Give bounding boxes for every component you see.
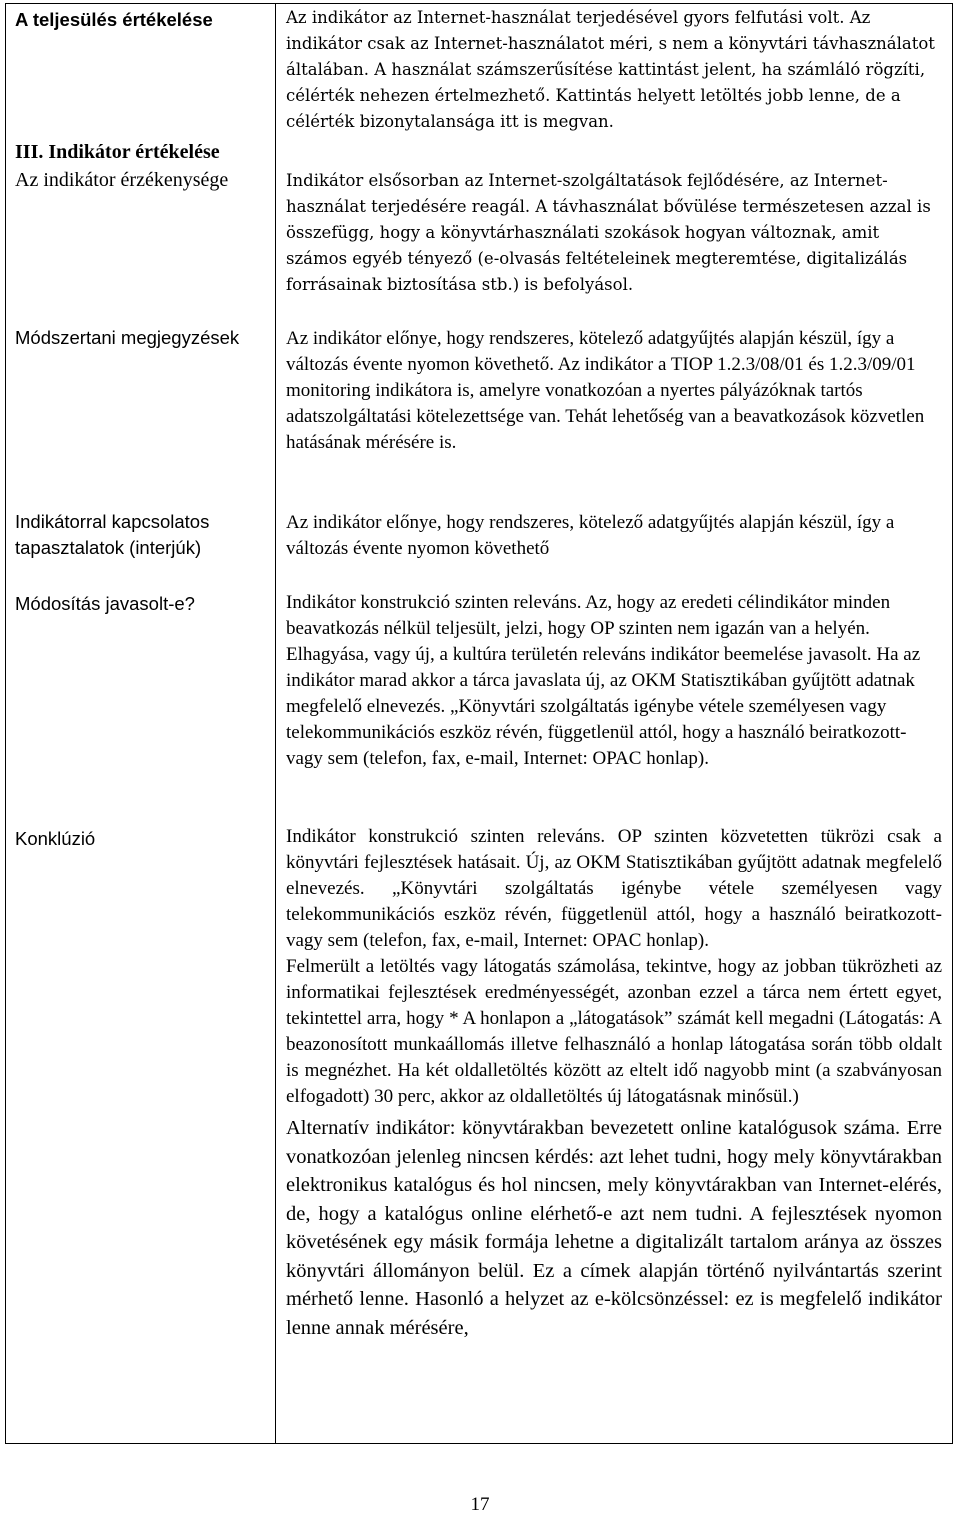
konkluzio-paragraph-1: Indikátor konstrukció szinten releváns. OP szinten közvetetten tükrözi csak a könyvtári fejlesztések hatásait. Új, az OKM Statisztikában gyűjtött adatnak megfelelő elnevezés. „Könyvtári szolgáltatás igénybe vétele személyesen vagy telekommunikációs eszköz révén, függetlenül attól, hogy a használó beiratkozott- vagy sem (telefon, fax, e-mail, Internet: OPAC honlap). bbox=[286, 826, 942, 951]
label-modositas: Módosítás javasolt-e? bbox=[15, 593, 195, 614]
label-teljesules: A teljesülés értékelése bbox=[15, 9, 213, 30]
content-column bbox=[276, 4, 953, 1444]
label-konkluzio: Konklúzió bbox=[15, 828, 96, 849]
label-tapasztalatok: Indikátorral kapcsolatos tapasztalatok (interjúk) bbox=[15, 511, 210, 558]
konkluzio-paragraph-2: Felmerült a letöltés vagy látogatás számolása, tekintve, hogy az jobban tükrözheti az informatikai fejlesztések eredményességét, azonban ezzel a tárca nem értett egyet, tekintettel arra, hogy * A honlapon a „látogatások” számát kell megadni (Látogatás: A beazonosított munkaállomás illetve felhasználó a honlap látogatása során több oldalt is megnézhet. Ha két oldalletöltés között az eltelt idő nagyobb mint (a szabványosan elfogadott) 30 perc, akkor az oldalletöltés új látogatásnak minősül.) bbox=[286, 956, 942, 1107]
text-tapasztalatok: Az indikátor előnye, hogy rendszeres, kötelező adatgyűjtés alapján készül, így a változás évente nyomon követhető bbox=[286, 512, 895, 559]
label-modszertani: Módszertani megjegyzések bbox=[15, 327, 240, 348]
text-teljesules: Az indikátor az Internet-használat terjedésével gyors felfutási volt. Az indikátor csak az Internet-használatot méri, s nem a könyvtári távhasználatot általában. A használat számszerűsítése kattintást jelent, ha számláló rögzíti, célérték nehezen értelmezhető. Kattintás helyett letöltés jobb lenne, de a célérték bizonytalansága itt is megvan. bbox=[286, 8, 935, 131]
table-row bbox=[6, 4, 953, 1444]
label-column bbox=[6, 4, 276, 1444]
text-erzekenyseg: Indikátor elsősorban az Internet-szolgáltatások fejlődésére, az Internet-használat terjedésére reagál. A távhasználat bővülése természetesen azzal is összefügg, hogy a könyvtárhasználati szokások hogyan változnak, amit számos egyéb tényező (e-olvasás feltételeinek megteremtése, digitalizálás forrásainak biztosítása stb.) is befolyásol. bbox=[286, 171, 931, 294]
label-erzekenyseg: Az indikátor érzékenysége bbox=[15, 169, 229, 191]
text-modszertani: Az indikátor előnye, hogy rendszeres, kötelező adatgyűjtés alapján készül, így a változás évente nyomon követhető. Az indikátor a TIOP 1.2.3/08/01 és 1.2.3/09/01 monitoring indikátora is, amelyre vonatkozóan a nyertes pályázóknak tartós adatszolgáltatási kötelezettsége van. Tehát lehetőség van a beavatkozások közvetlen hatásának mérésére is. bbox=[286, 328, 925, 453]
section-title: III. Indikátor értékelése bbox=[15, 141, 220, 163]
page-number: 17 bbox=[470, 1494, 490, 1515]
text-konkluzio bbox=[286, 824, 942, 1342]
indicator-evaluation-table bbox=[5, 3, 953, 1444]
konkluzio-paragraph-3: Alternatív indikátor: könyvtárakban bevezetett online katalógusok száma. Erre vonatkozóan jelenleg nincsen kérdés: azt lehet tudni, hogy mely könyvtárakban elektronikus katalógus és hol nincsen, mely könyvtárakban van Internet-elérés, de, hogy a katalógus online elérhető-e azt nem tudni. A fejlesztések nyomon követésének egy másik formája lehetne a digitalizált tartalom aránya az összes könyvtári állományon belül. Ez a címek alapján történő nyilvántartás szerint mérhető lenne. Hasonló a helyzet az e-kölcsönzéssel: ez is megfelelő indikátor lenne annak mérésére, bbox=[286, 1117, 942, 1339]
text-modositas: Indikátor konstrukció szinten releváns. Az, hogy az eredeti célindikátor minden beavatkozás nélkül teljesült, jelzi, hogy OP szinten nem igazán van a helyén. Elhagyása, vagy új, a kultúra területén releváns indikátor beemelése javasolt. Ha az indikátor marad akkor a tárca javaslata új, az OKM Statisztikában gyűjtött adatnak megfelelő elnevezés. „Könyvtári szolgáltatás igénybe vétele személyesen vagy telekommunikációs eszköz révén, függetlenül attól, hogy a használó beiratkozott- vagy sem (telefon, fax, e-mail, Internet: OPAC honlap). bbox=[286, 592, 921, 769]
